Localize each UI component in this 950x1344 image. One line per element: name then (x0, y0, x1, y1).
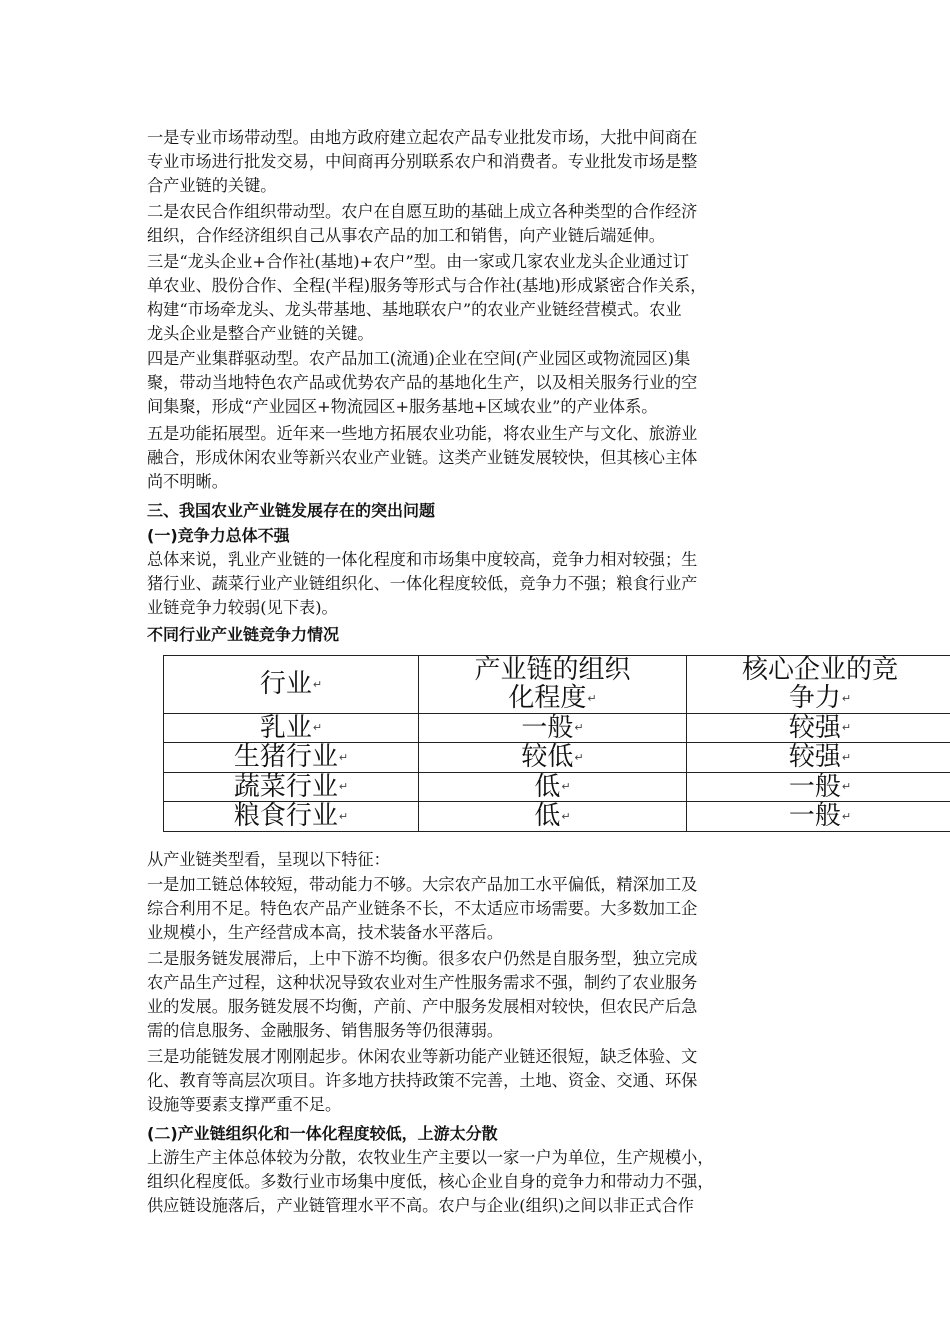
paragraph-type-3: 三是“龙头企业+合作社(基地)+农户”型。由一家或几家农业龙头企业通过订 单农业、股份合作、全程(半程)服务等形式与合作社(基地)形成紧密合作关系， 构建“市场牵龙头、龙头带基地、基地联农户”的农业产业链经营模式。农业 龙头企业是整合产业链的关键。 (147, 252, 707, 343)
table-cell: 一般↵ (419, 713, 687, 743)
table-row (164, 802, 950, 832)
paragraph-mark-icon: ↵ (312, 677, 323, 691)
table-cell: 低↵ (419, 772, 687, 802)
paragraph-mark-icon: ↵ (841, 750, 852, 764)
paragraph-mark-icon: ↵ (338, 750, 349, 764)
paragraph-mark-icon: ↵ (587, 691, 597, 705)
table-cell: 粮食行业↵ (164, 802, 419, 832)
header-cell-competitiveness: 核心企业的竞 争力↵ (687, 656, 950, 714)
table-row (164, 713, 950, 743)
table-row (164, 772, 950, 802)
table-cell: 一般↵ (687, 772, 950, 802)
paragraph-type-5: 五是功能拓展型。近年来一些地方拓展农业功能，将农业生产与文化、旅游业 融合，形成休闲农业等新兴农业产业链。这类产业链发展较快，但其核心主体 尚不明晰。 (147, 424, 698, 491)
paragraph-mark-icon: ↵ (574, 721, 584, 734)
paragraph-mark-icon: ↵ (574, 750, 584, 764)
table-cell: 低↵ (419, 802, 687, 832)
table-cell: 蔬菜行业↵ (164, 772, 419, 802)
paragraph-intro: 从产业链类型看，呈现以下特征： (147, 850, 390, 869)
paragraph-mark-icon: ↵ (841, 721, 852, 734)
subsection-heading-2: (二)产业链组织化和一体化程度较低，上游太分散 (147, 1124, 498, 1143)
paragraph-mark-icon: ↵ (841, 691, 852, 705)
table-header-row (164, 656, 950, 714)
paragraph-upstream: 上游生产主体总体较为分散，农牧业生产主要以一家一户为单位，生产规模小， 组织化程度低。多数行业市场集中度低，核心企业自身的竞争力和带动力不强， 供应链设施落后，产业链管理水平不高。农户与企业(组织)之间以非正式合作 (147, 1148, 714, 1215)
table-title: 不同行业产业链竞争力情况 (147, 625, 340, 644)
paragraph-mark-icon: ↵ (338, 809, 349, 823)
paragraph-summary: 总体来说，乳业产业链的一体化程度和市场集中度较高，竞争力相对较强；生 猪行业、蔬菜行业产业链组织化、一体化程度较低，竞争力不强；粮食行业产 业链竞争力较弱(见下表)。 (147, 550, 698, 617)
paragraph-mark-icon: ↵ (841, 809, 852, 823)
competitiveness-table (163, 655, 950, 832)
paragraph-mark-icon: ↵ (338, 780, 349, 793)
paragraph-type-2: 二是农民合作组织带动型。农户在自愿互助的基础上成立各种类型的合作经济 组织，合作经济组织自己从事农产品的加工和销售，向产业链后端延伸。 (147, 202, 698, 245)
table-cell: 较强↵ (687, 743, 950, 773)
header-cell-organization: 产业链的组织 化程度↵ (419, 656, 687, 714)
paragraph-mark-icon: ↵ (312, 721, 323, 734)
paragraph-type-1: 一是专业市场带动型。由地方政府建立起农产品专业批发市场，大批中间商在 专业市场进行批发交易，中间商再分别联系农户和消费者。专业批发市场是整 合产业链的关键。 (147, 128, 698, 195)
table-cell: 生猪行业↵ (164, 743, 419, 773)
subsection-heading-1: (一)竞争力总体不强 (147, 526, 290, 545)
paragraph-type-4: 四是产业集群驱动型。农产品加工(流通)企业在空间(产业园区或物流园区)集 聚，带动当地特色农产品或优势农产品的基地化生产，以及相关服务行业的空 间集聚，形成“产业园区+物流园区+服务基地+区域农业”的产业体系。 (147, 349, 698, 416)
table-cell: 乳业↵ (164, 713, 419, 743)
paragraph-function-chain: 三是功能链发展才刚刚起步。休闲农业等新功能产业链还很短，缺乏体验、文 化、教育等高层次项目。许多地方扶持政策不完善，土地、资金、交通、环保 设施等要素支撑严重不足。 (147, 1047, 698, 1114)
table-cell: 一般↵ (687, 802, 950, 832)
paragraph-mark-icon: ↵ (561, 780, 571, 793)
paragraph-mark-icon: ↵ (561, 809, 571, 823)
paragraph-processing-chain: 一是加工链总体较短，带动能力不够。大宗农产品加工水平偏低，精深加工及 综合利用不足。特色农产品产业链条不长，不太适应市场需要。大多数加工企 业规模小，生产经营成本高，技术装备水平落后。 (147, 875, 698, 942)
table-cell: 较低↵ (419, 743, 687, 773)
paragraph-service-chain: 二是服务链发展滞后，上中下游不均衡。很多农户仍然是自服务型，独立完成 农产品生产过程，这种状况导致农业对生产性服务需求不强，制约了农业服务 业的发展。服务链发展不均衡，产前、产中服务发展相对较快，但农民产后急 需的信息服务、金融服务、销售服务等仍很薄弱。 (147, 949, 698, 1040)
table-cell: 较强↵ (687, 713, 950, 743)
section-heading: 三、我国农业产业链发展存在的突出问题 (147, 501, 436, 520)
table-row (164, 743, 950, 773)
header-cell-industry: 行业↵ (164, 656, 419, 714)
paragraph-mark-icon: ↵ (841, 780, 852, 793)
